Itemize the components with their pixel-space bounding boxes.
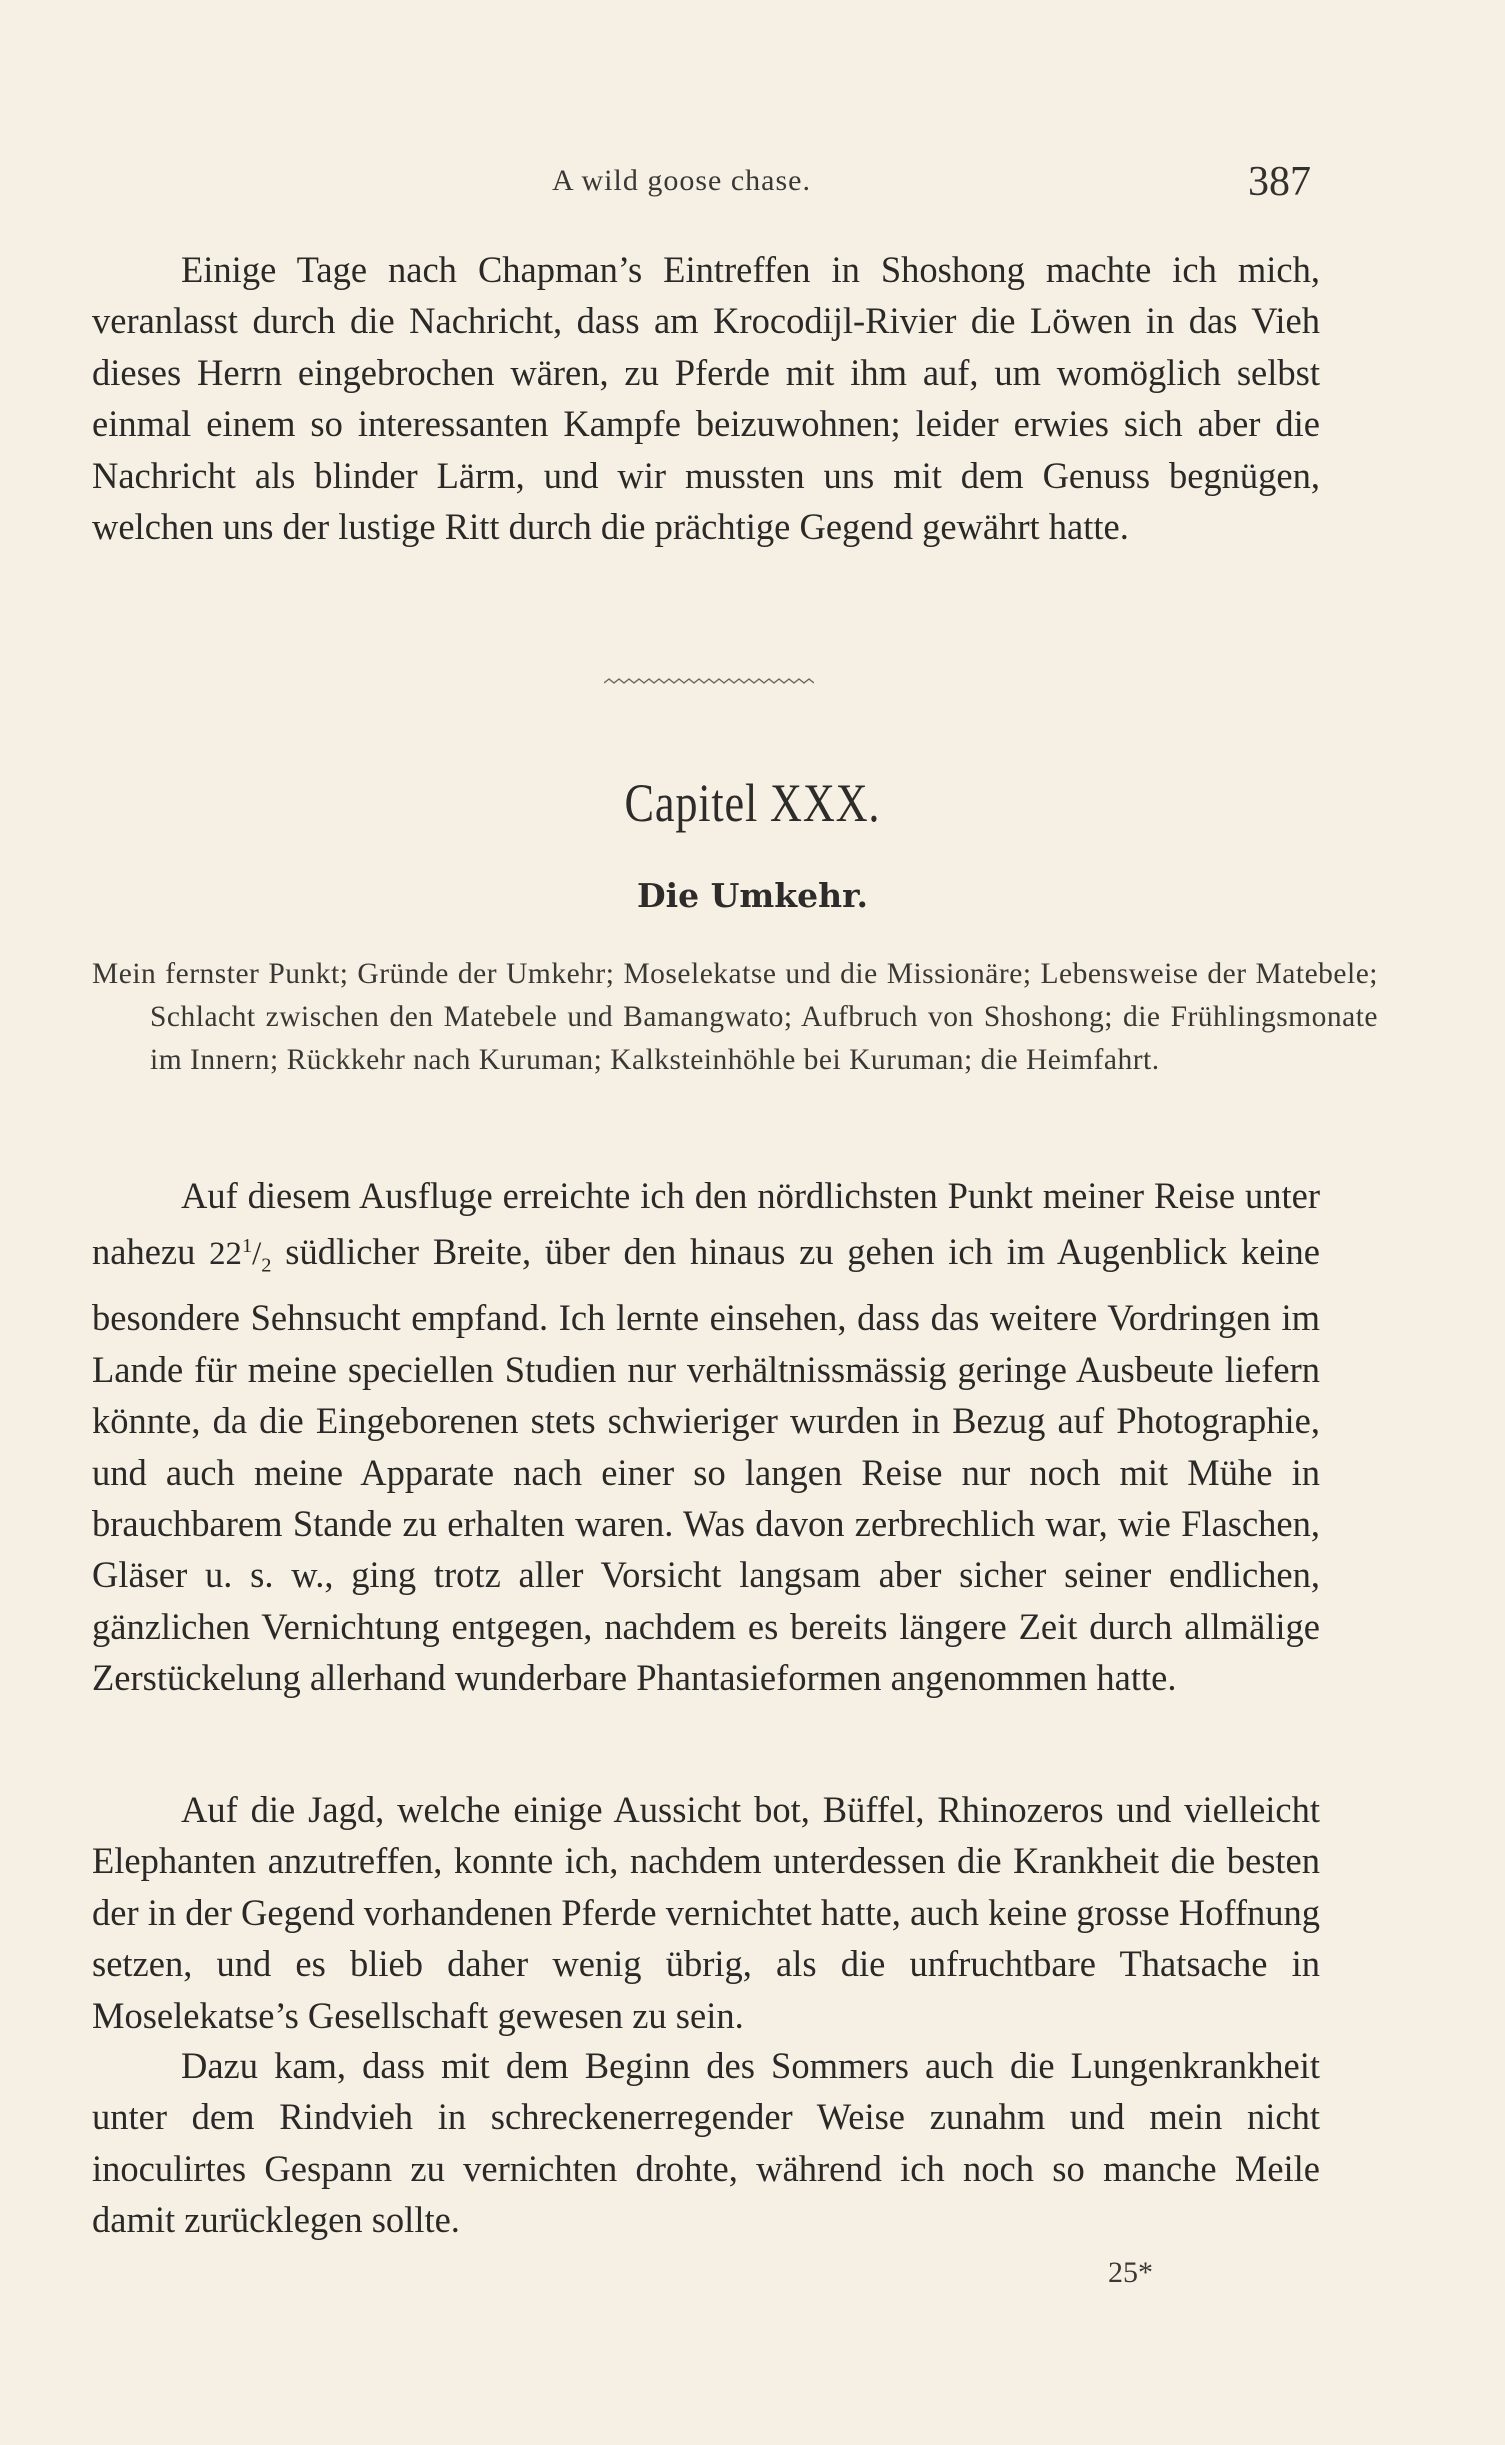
- fraction-whole: 22: [209, 1236, 242, 1273]
- paragraph-4: Dazu kam, dass mit dem Beginn des Sommers auch die Lungenkrankheit unter dem Rindvieh in schreckenerregender Weise zunahm und mein nicht inoculirtes Gespann zu vernichten drohte, während ich noch so manche Meile damit zurücklegen sollte.: [92, 2045, 1320, 2241]
- paragraph-2-text-before: Auf diesem Ausfluge erreichte ich den nördlichsten Punkt meiner Reise unter nahezu: [92, 1175, 1320, 1273]
- latitude-fraction: $22^1/_2$: [209, 1235, 272, 1277]
- paragraph-2: [92, 1170, 1320, 1704]
- paragraph-1: Einige Tage nach Chapman’s Eintreffen in Shoshong machte ich mich, veranlasst durch die Nachricht, dass am Krocodijl-Rivier die Löwen in das Vieh dieses Herrn eingebrochen wären, zu Pferde mit ihm auf, um womöglich selbst einmal einem so interessanten Kampfe beizuwohnen; leider erwies sich aber die Nachricht als blinder Lärm, und wir mussten uns mit dem Genuss begnügen, welchen uns der lustige Ritt durch die prächtige Gegend gewährt hatte.: [92, 249, 1320, 548]
- chapter-title: Capitel XXX.: [624, 773, 881, 833]
- page-number: 387: [1248, 159, 1311, 205]
- running-title: A wild goose chase.: [552, 164, 811, 197]
- paragraph-2-text-after: südlicher Breite, über den hinaus zu gehen ich im Augenblick keine besondere Sehnsucht empfand. Ich lernte einsehen, dass das weitere Vordringen im Lande für meine speciellen Studien nur verhältnissmässig geringe Ausbeute liefern könnte, da die Eingeborenen stets schwieriger wurden in Bezug auf Photographie, und auch meine Apparate nach einer so langen Reise nur noch mit Mühe in brauchbarem Stande zu erhalten waren. Was davon zerbrechlich war, wie Flaschen, Gläser u. s. w., ging trotz aller Vorsicht langsam aber sicher seiner endlichen, gänzlichen Vernichtung entgegen, nachdem es bereits längere Zeit durch allmälige Zerstückelung allerhand wunderbare Phantasieformen angenommen hatte.: [92, 1231, 1320, 1699]
- section-divider-ornament: [604, 674, 814, 688]
- running-header: [0, 158, 1505, 208]
- fraction-numerator: 1: [241, 1235, 253, 1258]
- signature-mark: 25*: [1108, 2256, 1153, 2289]
- fraction-denominator: 2: [261, 1254, 272, 1277]
- chapter-summary: Mein fernster Punkt; Gründe der Umkehr; Moselekatse und die Missionäre; Lebensweise der Matebele; Schlacht zwischen den Matebele und Bamangwato; Aufbruch von Shoshong; die Frühlingsmonate im Innern; Rückkehr nach Kuruman; Kalksteinhöhle bei Kuruman; die Heimfahrt.: [92, 958, 1378, 1076]
- paragraph-3: Auf die Jagd, welche einige Aussicht bot, Büffel, Rhinozeros und vielleicht Elephanten anzutreffen, konnte ich, nachdem unterdessen die Krankheit die besten der in der Gegend vorhandenen Pferde vernichtet hatte, auch keine grosse Hoffnung setzen, und es blieb daher wenig übrig, als die unfruchtbare Thatsache in Moselekatse’s Gesellschaft gewesen zu sein.: [92, 1789, 1320, 2036]
- chapter-subtitle: Die Umkehr.: [636, 876, 869, 915]
